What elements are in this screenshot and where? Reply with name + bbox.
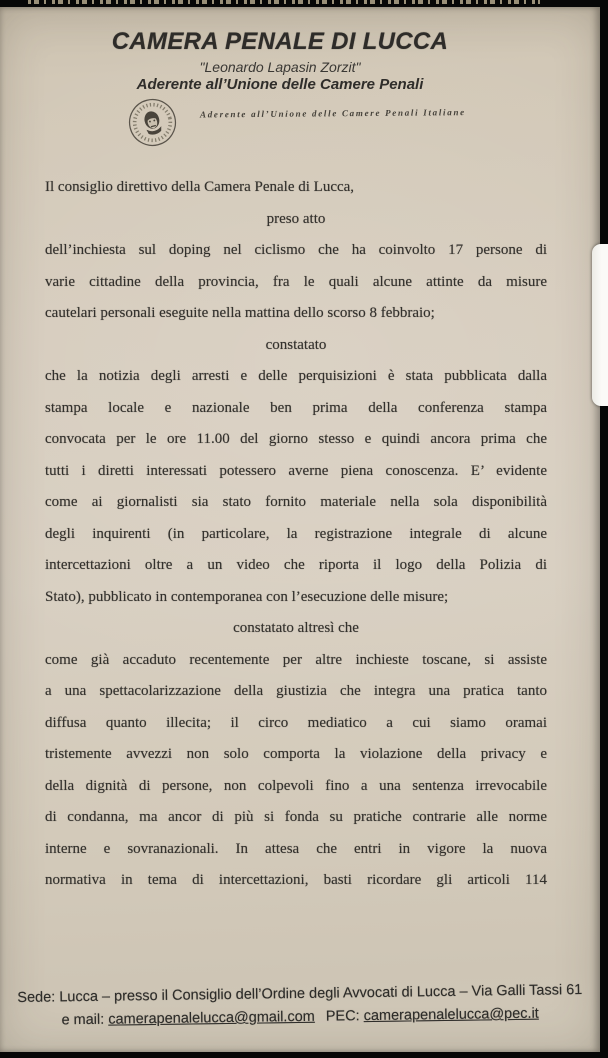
seal-caption: Aderente all’Unione delle Camere Penali Italiane — [199, 107, 466, 120]
scrollbar-thumb[interactable] — [592, 244, 608, 406]
document-text-line: che la notizia degli arresti e delle perquisizioni è stata pubblicata dalla — [45, 368, 547, 384]
document-text-line: preso atto — [266, 210, 326, 227]
clipped-text-remnant — [28, 0, 540, 4]
portrait-seal-icon — [120, 90, 184, 154]
document-text-line: constatato — [265, 336, 327, 353]
document-text-line: tutti i diretti interessati potessero averne piena conoscenza. E’ evidente — [45, 462, 547, 479]
document-text-line: tristemente avvezzi non solo comporta la violazione della privacy e — [45, 746, 547, 762]
document-photo[interactable] — [0, 7, 600, 1052]
document-text-line: interne e sovranazionali. In attesa che entri in vigore la nuova — [45, 840, 547, 857]
document-text-line: intercettazioni oltre a un video che riporta il logo della Polizia di — [45, 557, 547, 573]
document-text-line: stampa locale e nazionale ben prima della conferenza stampa — [45, 399, 547, 416]
header-affiliation: Aderente all’Unione delle Camere Penali — [136, 76, 424, 93]
document-text-line: a una spettacolarizzazione della giustizia che integra una pratica tanto — [45, 683, 547, 699]
document-text-line: cautelari personali eseguite nella mattina dello scorso 8 febbraio; — [45, 305, 435, 321]
footer-pec-label: PEC: — [325, 1008, 364, 1025]
document-text-line: normativa in tema di intercettazioni, basti ricordare gli articoli 114 — [45, 872, 547, 888]
document-text-line: degli inquirenti (in particolare, la registrazione integrale di alcune — [45, 525, 547, 542]
document-footer — [0, 979, 600, 1033]
document-text-line: dell’inchiesta sul doping nel ciclismo che ha coinvolto 17 persone di — [45, 242, 547, 258]
document-text-line: convocata per le ore 11.00 del giorno stesso e quindi ancora prima che — [45, 431, 547, 447]
document-text-line: come già accaduto recentemente per altre inchieste toscane, si assiste — [45, 651, 547, 668]
document-text-line: varie cittadine della provincia, fra le quali alcune attinte da misure — [45, 273, 547, 290]
document-header — [0, 27, 560, 94]
footer-address: Sede: Lucca – presso il Consiglio dell’Ordine degli Avvocati di Lucca – Via Galli Tassi 61 — [17, 982, 583, 1006]
footer-email-label: e mail: — [61, 1011, 109, 1029]
document-text-line: Stato), pubblicato in contemporanea con l’esecuzione delle misure; — [45, 588, 449, 605]
page-title: CAMERA PENALE DI LUCCA — [111, 28, 449, 55]
footer-pec: camerapenalelucca@pec.it — [363, 1005, 539, 1025]
document-body — [45, 172, 547, 897]
document-text-line: di condanna, ma ancor di più si fonda su pratiche contrarie alle norme — [45, 809, 547, 825]
footer-email: camerapenalelucca@gmail.com — [108, 1008, 315, 1028]
document-text-line: Il consiglio direttivo della Camera Penale di Lucca, — [45, 179, 355, 195]
header-subtitle: "Leonardo Lapasin Zorzit" — [199, 59, 361, 75]
document-text-line: constatato altresì che — [233, 620, 359, 636]
document-text-line: diffusa quanto illecita; il circo mediatico a cui siamo oramai — [45, 714, 547, 731]
document-text-line: della dignità di persone, non colpevoli fino a una sentenza irrevocabile — [45, 777, 547, 794]
document-text-line: come ai giornalisti sia stato fornito materiale nella sola disponibilità — [45, 494, 547, 510]
